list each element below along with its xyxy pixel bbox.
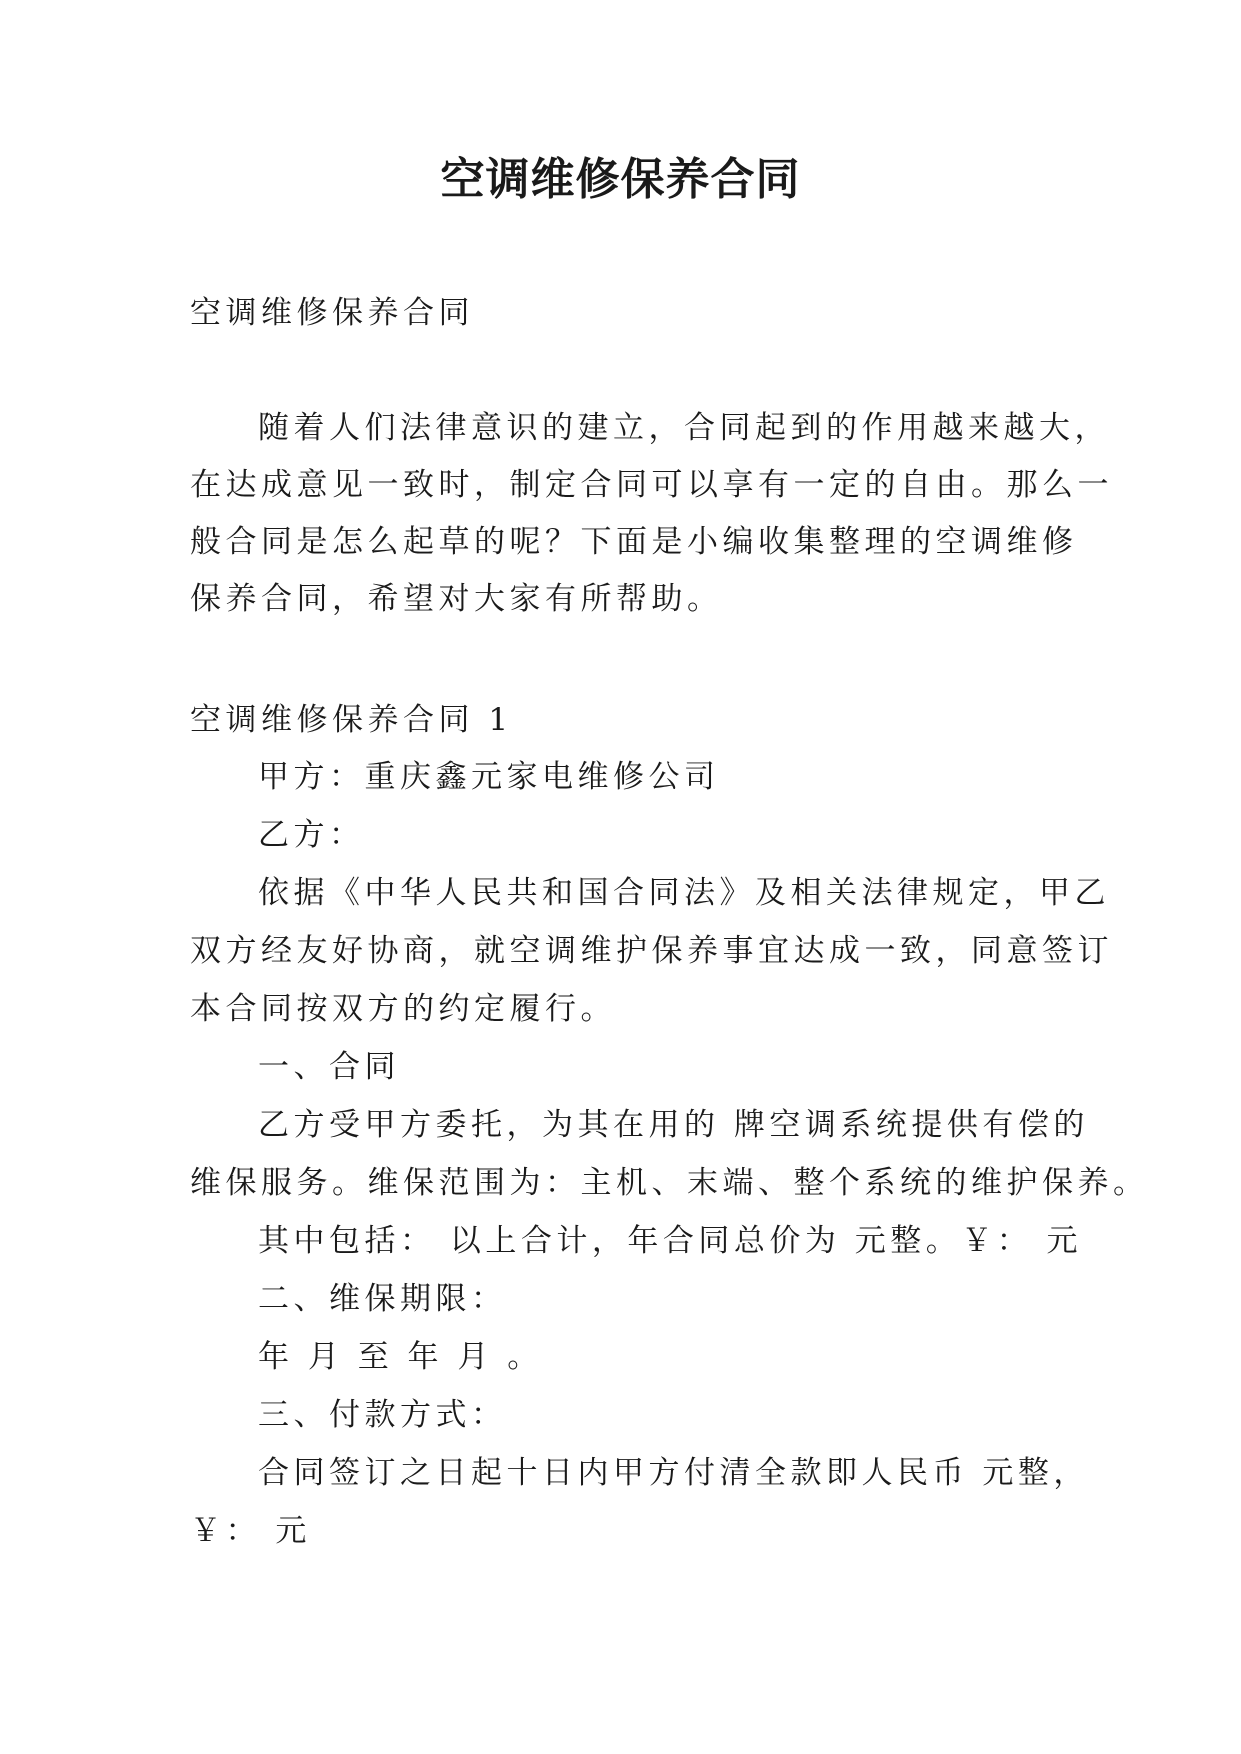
basis-line-1: 依据《中华人民共和国合同法》及相关法律规定，甲乙	[258, 875, 1110, 911]
clause1-line-1: 乙方受甲方委托，为其在用的 牌空调系统提供有偿的	[258, 1107, 1089, 1143]
intro-line-1: 随着人们法律意识的建立，合同起到的作用越来越大，	[258, 410, 1110, 446]
clause2-period: 年 月 至 年 月 。	[258, 1339, 543, 1375]
clause1-heading: 一、合同	[258, 1049, 400, 1085]
clause2-heading: 二、维保期限：	[258, 1281, 507, 1317]
basis-line-2: 双方经友好协商，就空调维护保养事宜达成一致，同意签订	[190, 933, 1113, 969]
party-a: 甲方：重庆鑫元家电维修公司	[258, 759, 720, 795]
intro-line-2: 在达成意见一致时，制定合同可以享有一定的自由。那么一	[190, 467, 1113, 503]
section-heading: 空调维修保养合同 1	[190, 702, 513, 738]
document-title: 空调维修保养合同	[440, 154, 801, 205]
party-b: 乙方：	[258, 817, 365, 853]
includes-line: 其中包括： 以上合计，年合同总价为 元整。￥： 元	[258, 1223, 1083, 1259]
clause1-line-2: 维保服务。维保范围为：主机、末端、整个系统的维护保养。	[190, 1165, 1149, 1201]
clause3-heading: 三、付款方式：	[258, 1397, 507, 1433]
intro-line-4: 保养合同，希望对大家有所帮助。	[190, 581, 723, 617]
intro-line-3: 般合同是怎么起草的呢？下面是小编收集整理的空调维修	[190, 524, 1078, 560]
basis-line-3: 本合同按双方的约定履行。	[190, 991, 616, 1027]
clause3-line-1: 合同签订之日起十日内甲方付清全款即人民币 元整，	[258, 1455, 1089, 1491]
document-subtitle: 空调维修保养合同	[190, 295, 474, 331]
clause3-line-2: ￥： 元	[190, 1513, 311, 1549]
